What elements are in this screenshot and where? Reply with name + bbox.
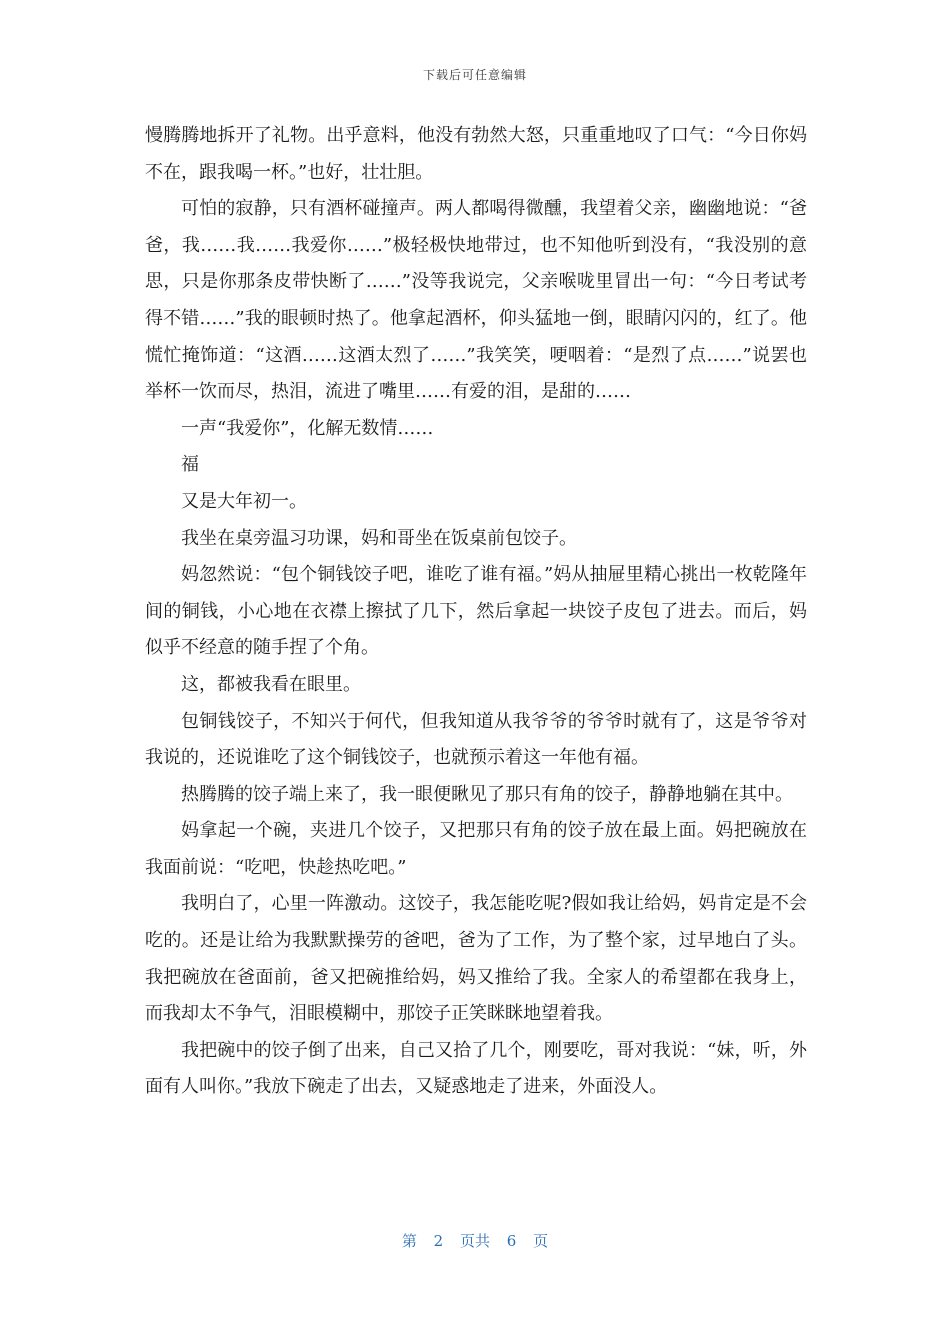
total-pages-number: 6 bbox=[506, 1232, 517, 1250]
paragraph: 一声“我爱你”，化解无数情…… bbox=[181, 417, 434, 439]
footer-di: 第 bbox=[401, 1232, 417, 1250]
paragraph: 我把碗中的饺子倒了出来，自己又拾了几个，刚要吃，哥对我说：“妹，听，外面有人叫你。”我放下碗走了出去，又疑惑地走了进来，外面没人。 bbox=[145, 1039, 807, 1098]
paragraph: 我坐在桌旁温习功课，妈和哥坐在饭桌前包饺子。 bbox=[181, 527, 577, 549]
paragraph-continuation: 慢腾腾地拆开了礼物。出乎意料，他没有勃然大怒，只重重地叹了口气：“今日你妈不在，跟我喝一杯。”也好，壮壮胆。 bbox=[145, 125, 807, 183]
paragraph: 热腾腾的饺子端上来了，我一眼便瞅见了那只有角的饺子，静静地躺在其中。 bbox=[181, 783, 793, 805]
document-body bbox=[145, 118, 807, 1106]
paragraph: 妈忽然说：“包个铜钱饺子吧，谁吃了谁有福。”妈从抽屉里精心挑出一枚乾隆年间的铜钱，小心地在衣襟上擦拭了几下，然后拿起一块饺子皮包了进去。而后，妈似乎不经意的随手捏了个角。 bbox=[145, 564, 807, 659]
paragraph: 这，都被我看在眼里。 bbox=[181, 673, 361, 695]
section-title: 福 bbox=[181, 454, 199, 476]
paragraph: 包铜钱饺子，不知兴于何代，但我知道从我爷爷的爷爷时就有了，这是爷爷对我说的，还说谁吃了这个铜钱饺子，也就预示着这一年他有福。 bbox=[145, 710, 807, 769]
page-header: 下载后可任意编辑 bbox=[422, 68, 527, 82]
paragraph: 妈拿起一个碗，夹进几个饺子，又把那只有角的饺子放在最上面。妈把碗放在我面前说：“吃吧，快趁热吃吧。” bbox=[145, 820, 807, 878]
current-page-number: 2 bbox=[433, 1232, 444, 1250]
footer-ye-gong: 页共 bbox=[459, 1232, 490, 1250]
paragraph: 可怕的寂静，只有酒杯碰撞声。两人都喝得微醺，我望着父亲，幽幽地说：“爸爸，我……我……我爱你……”极轻极快地带过，也不知他听到没有，“我没别的意思，只是你那条皮带快断了……”没等我说完，父亲喉咙里冒出一句：“今日考试考得不错……”我的眼顿时热了。他拿起酒杯，仰头猛地一倒，眼睛闪闪的，红了。他慌忙掩饰道：“这酒……这酒太烈了……”我笑笑，哽咽着：“是烈了点……”说罢也举杯一饮而尽，热泪，流进了嘴里……有爱的泪，是甜的…… bbox=[145, 198, 807, 403]
page-footer bbox=[0, 1230, 950, 1251]
paragraph: 我明白了，心里一阵激动。这饺子，我怎能吃呢?假如我让给妈，妈肯定是不会吃的。还是让给为我默默操劳的爸吧，爸为了工作，为了整个家，过早地白了头。我把碗放在爸面前，爸又把碗推给妈，妈又推给了我。全家人的希望都在我身上，而我却太不争气，泪眼模糊中，那饺子正笑眯眯地望着我。 bbox=[145, 893, 807, 1025]
paragraph: 又是大年初一。 bbox=[181, 490, 307, 512]
footer-ye: 页 bbox=[533, 1232, 549, 1250]
